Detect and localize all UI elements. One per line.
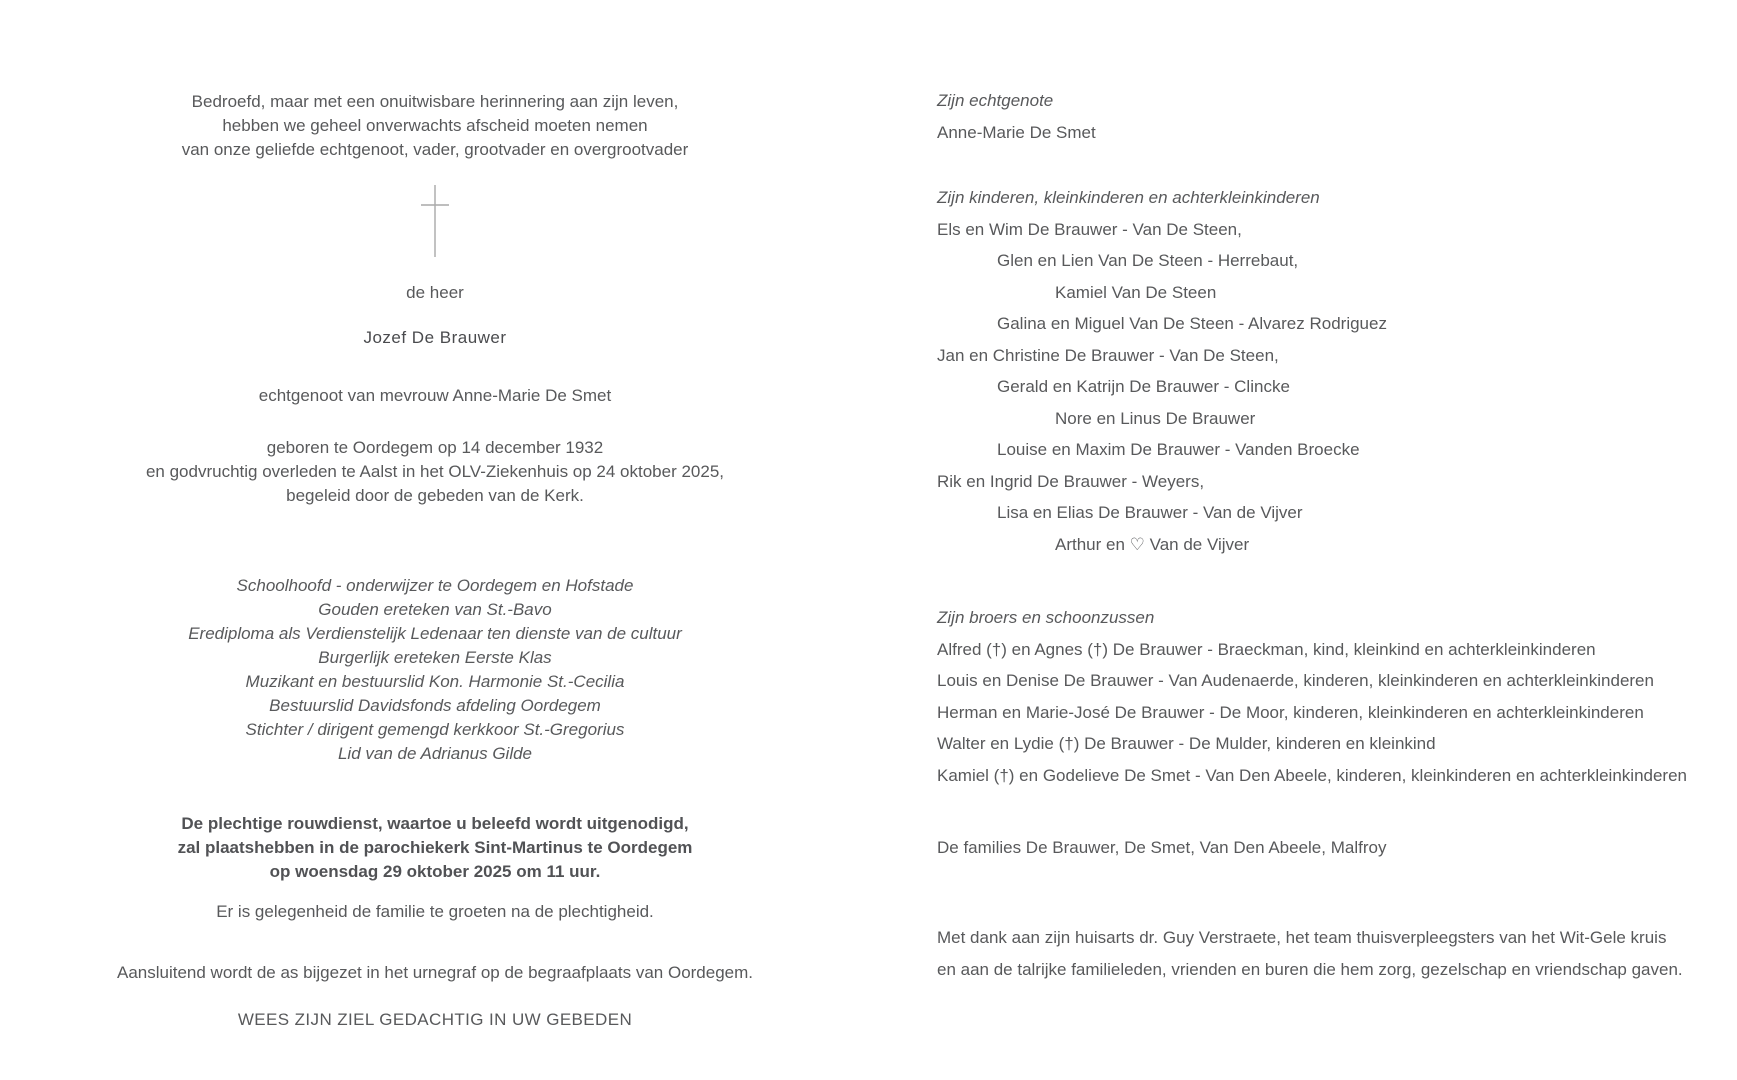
text-line: en godvruchtig overleden te Aalst in het OLV-Ziekenhuis op 24 oktober 2025, — [145, 462, 725, 481]
family-member-line: Galina en Miguel Van De Steen - Alvarez Rodriguez — [997, 314, 1387, 333]
spouse-line: echtgenoot van mevrouw Anne-Marie De Smet — [258, 386, 612, 405]
text-line: geboren te Oordegem op 14 december 1932 — [266, 438, 604, 457]
text-line: van onze geliefde echtgenoot, vader, grootvader en overgrootvader — [181, 140, 689, 159]
honor-line: Gouden ereteken van St.-Bavo — [318, 600, 552, 619]
honor-line: Bestuurslid Davidsfonds afdeling Oordegem — [269, 696, 601, 715]
closing-line: WEES ZIJN ZIEL GEDACHTIG IN UW GEBEDEN — [237, 1010, 633, 1029]
left-page — [95, 0, 775, 1080]
section-header: Zijn broers en schoonzussen — [937, 608, 1155, 627]
honors-list — [95, 574, 775, 766]
honor-line: Schoolhoofd - onderwijzer te Oordegem en Hofstade — [236, 576, 634, 595]
family-member-line: Alfred (†) en Agnes (†) De Brauwer - Braeckman, kind, kleinkind en achterkleinkinderen — [937, 639, 1596, 659]
text-line: De plechtige rouwdienst, waartoe u beleefd wordt uitgenodigd, — [181, 814, 689, 833]
family-member-line: Glen en Lien Van De Steen - Herrebaut, — [997, 251, 1299, 270]
right-page — [937, 0, 1707, 1080]
section-lines — [937, 117, 1707, 149]
text-line: op woensdag 29 oktober 2025 om 11 uur. — [269, 862, 601, 881]
family-member-line: Jan en Christine De Brauwer - Van De Steen, — [937, 345, 1279, 365]
family-member-line: Herman en Marie-José De Brauwer - De Moor, kinderen, kleinkinderen en achterkleinkinderen — [937, 702, 1644, 722]
family-member-line: Kamiel (†) en Godelieve De Smet - Van Den Abeele, kinderen, kleinkinderen en achterkleinkinderen — [937, 765, 1688, 785]
intro-text — [95, 90, 775, 162]
family-member-line: Rik en Ingrid De Brauwer - Weyers, — [937, 471, 1205, 491]
section-lines — [937, 214, 1707, 561]
life-dates — [95, 436, 775, 508]
deceased-name: Jozef De Brauwer — [363, 328, 507, 347]
family-member-line: Lisa en Elias De Brauwer - Van de Vijver — [997, 503, 1303, 522]
family-member-line: Anne-Marie De Smet — [937, 122, 1096, 142]
family-member-line: Walter en Lydie (†) De Brauwer - De Mulder, kinderen en kleinkind — [937, 734, 1436, 753]
text-line: hebben we geheel onverwachts afscheid moeten nemen — [222, 116, 648, 135]
text-line: zal plaatshebben in de parochiekerk Sint-Martinus te Oordegem — [177, 838, 693, 857]
spouse-section — [937, 85, 1707, 148]
family-member-line: Nore en Linus De Brauwer — [1055, 408, 1256, 428]
siblings-section — [937, 602, 1707, 791]
section-header: Zijn echtgenote — [937, 91, 1054, 110]
family-member-line: Louis en Denise De Brauwer - Van Audenaerde, kinderen, kleinkinderen en achterkleinkinderen — [937, 671, 1654, 690]
burial-line: Aansluitend wordt de as bijgezet in het urnegraf op de begraafplaats van Oordegem. — [116, 963, 754, 982]
honor-line: Erediploma als Verdienstelijk Ledenaar ten dienste van de cultuur — [188, 624, 682, 643]
text-line: en aan de talrijke familieleden, vrienden en buren die hem zorg, gezelschap en vriendschap gaven. — [937, 959, 1683, 979]
family-member-line: Louise en Maxim De Brauwer - Vanden Broecke — [997, 440, 1360, 459]
family-member-line: Els en Wim De Brauwer - Van De Steen, — [937, 219, 1242, 239]
service-announcement — [95, 812, 775, 884]
text-line: Met dank aan zijn huisarts dr. Guy Verstraete, het team thuisverpleegsters van het Wit-Gele kruis — [937, 928, 1667, 947]
section-header: Zijn kinderen, kleinkinderen en achterkleinkinderen — [937, 188, 1320, 207]
text-line: Bedroefd, maar met een onuitwisbare herinnering aan zijn leven, — [191, 92, 679, 111]
section-lines — [937, 634, 1707, 792]
honor-line: Muzikant en bestuurslid Kon. Harmonie St.-Cecilia — [245, 672, 625, 691]
thanks-section — [937, 922, 1707, 985]
text-line: begeleid door de gebeden van de Kerk. — [286, 486, 584, 505]
family-member-line: Gerald en Katrijn De Brauwer - Clincke — [997, 377, 1290, 396]
latin-cross-icon — [420, 184, 450, 258]
honor-line: Burgerlijk ereteken Eerste Klas — [318, 648, 552, 667]
family-member-line: Arthur en ♡ Van de Vijver — [1055, 534, 1250, 554]
honor-line: Lid van de Adrianus Gilde — [337, 744, 533, 763]
families-line: De families De Brauwer, De Smet, Van Den Abeele, Malfroy — [937, 838, 1387, 857]
honor-line: Stichter / dirigent gemengd kerkkoor St.-Gregorius — [245, 720, 625, 739]
greeting-line: Er is gelegenheid de familie te groeten na de plechtigheid. — [216, 902, 654, 921]
family-member-line: Kamiel Van De Steen — [1055, 282, 1217, 302]
children-section — [937, 182, 1707, 560]
salutation: de heer — [406, 283, 464, 302]
